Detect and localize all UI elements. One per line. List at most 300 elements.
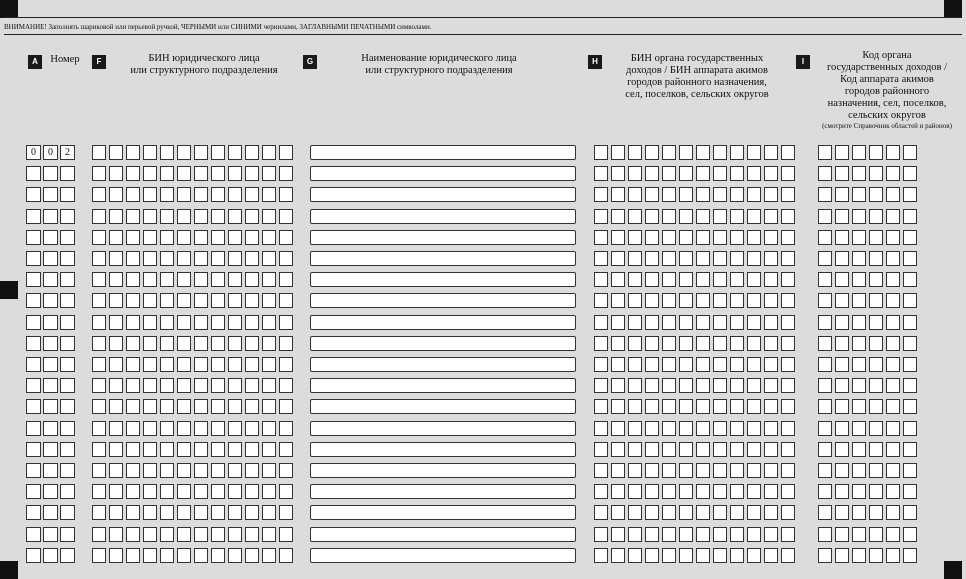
number-cell[interactable]	[60, 209, 75, 224]
authority-bin-cell[interactable]	[730, 357, 744, 372]
authority-bin-cell[interactable]	[679, 484, 693, 499]
authority-bin-cell[interactable]	[611, 548, 625, 563]
authority-code-cell[interactable]	[852, 357, 866, 372]
bin-cell[interactable]	[143, 421, 157, 436]
authority-bin-cell[interactable]	[662, 505, 676, 520]
authority-code-cell[interactable]	[852, 527, 866, 542]
bin-cell[interactable]	[245, 378, 259, 393]
authority-bin-cell[interactable]	[679, 548, 693, 563]
bin-cell[interactable]	[262, 399, 276, 414]
authority-bin-cell[interactable]	[594, 357, 608, 372]
authority-code-cell[interactable]	[835, 399, 849, 414]
authority-bin-cell[interactable]	[662, 336, 676, 351]
authority-bin-cell[interactable]	[645, 442, 659, 457]
authority-code-cell[interactable]	[903, 399, 917, 414]
authority-bin-cell[interactable]	[611, 336, 625, 351]
bin-cell[interactable]	[92, 230, 106, 245]
bin-cell[interactable]	[109, 442, 123, 457]
authority-bin-cell[interactable]	[747, 527, 761, 542]
authority-bin-cell[interactable]	[628, 166, 642, 181]
authority-code-cell[interactable]	[869, 484, 883, 499]
number-cell[interactable]	[60, 505, 75, 520]
authority-bin-cell[interactable]	[747, 230, 761, 245]
authority-bin-cell[interactable]	[611, 209, 625, 224]
name-field[interactable]	[310, 251, 576, 266]
authority-bin-cell[interactable]	[696, 336, 710, 351]
number-cell[interactable]	[43, 548, 58, 563]
number-cell[interactable]	[26, 315, 41, 330]
bin-cell[interactable]	[245, 505, 259, 520]
number-cell[interactable]: 2	[60, 145, 75, 160]
number-cell[interactable]	[26, 336, 41, 351]
authority-bin-cell[interactable]	[679, 315, 693, 330]
authority-bin-cell[interactable]	[781, 484, 795, 499]
bin-cell[interactable]	[245, 209, 259, 224]
authority-bin-cell[interactable]	[594, 145, 608, 160]
number-cell[interactable]	[43, 463, 58, 478]
authority-bin-cell[interactable]	[594, 336, 608, 351]
bin-cell[interactable]	[143, 527, 157, 542]
bin-cell[interactable]	[92, 293, 106, 308]
bin-cell[interactable]	[109, 315, 123, 330]
authority-code-cell[interactable]	[869, 166, 883, 181]
bin-cell[interactable]	[228, 378, 242, 393]
bin-cell[interactable]	[262, 166, 276, 181]
authority-bin-cell[interactable]	[594, 442, 608, 457]
bin-cell[interactable]	[92, 378, 106, 393]
authority-code-cell[interactable]	[818, 336, 832, 351]
authority-code-cell[interactable]	[818, 357, 832, 372]
number-cell[interactable]	[43, 293, 58, 308]
authority-bin-cell[interactable]	[679, 399, 693, 414]
bin-cell[interactable]	[143, 209, 157, 224]
authority-code-cell[interactable]	[818, 209, 832, 224]
authority-code-cell[interactable]	[869, 251, 883, 266]
authority-bin-cell[interactable]	[747, 187, 761, 202]
authority-bin-cell[interactable]	[645, 505, 659, 520]
authority-bin-cell[interactable]	[747, 336, 761, 351]
authority-code-cell[interactable]	[886, 209, 900, 224]
bin-cell[interactable]	[109, 421, 123, 436]
authority-code-cell[interactable]	[903, 463, 917, 478]
bin-cell[interactable]	[228, 145, 242, 160]
bin-cell[interactable]	[245, 527, 259, 542]
bin-cell[interactable]	[245, 336, 259, 351]
authority-bin-cell[interactable]	[611, 251, 625, 266]
number-cell[interactable]	[43, 484, 58, 499]
bin-cell[interactable]	[92, 251, 106, 266]
authority-bin-cell[interactable]	[662, 548, 676, 563]
authority-code-cell[interactable]	[886, 378, 900, 393]
authority-code-cell[interactable]	[869, 357, 883, 372]
authority-bin-cell[interactable]	[611, 505, 625, 520]
bin-cell[interactable]	[245, 145, 259, 160]
bin-cell[interactable]	[194, 548, 208, 563]
bin-cell[interactable]	[143, 315, 157, 330]
authority-bin-cell[interactable]	[747, 378, 761, 393]
bin-cell[interactable]	[262, 293, 276, 308]
bin-cell[interactable]	[262, 484, 276, 499]
number-cell[interactable]	[60, 315, 75, 330]
authority-bin-cell[interactable]	[611, 145, 625, 160]
authority-bin-cell[interactable]	[679, 336, 693, 351]
number-cell[interactable]	[43, 505, 58, 520]
authority-bin-cell[interactable]	[713, 166, 727, 181]
authority-bin-cell[interactable]	[747, 421, 761, 436]
authority-bin-cell[interactable]	[645, 527, 659, 542]
authority-bin-cell[interactable]	[781, 230, 795, 245]
authority-code-cell[interactable]	[835, 187, 849, 202]
bin-cell[interactable]	[126, 463, 140, 478]
authority-bin-cell[interactable]	[696, 315, 710, 330]
authority-bin-cell[interactable]	[730, 251, 744, 266]
bin-cell[interactable]	[143, 484, 157, 499]
bin-cell[interactable]	[177, 421, 191, 436]
bin-cell[interactable]	[109, 166, 123, 181]
authority-bin-cell[interactable]	[611, 463, 625, 478]
name-field[interactable]	[310, 166, 576, 181]
authority-bin-cell[interactable]	[594, 548, 608, 563]
authority-bin-cell[interactable]	[662, 251, 676, 266]
authority-bin-cell[interactable]	[662, 484, 676, 499]
number-cell[interactable]	[26, 209, 41, 224]
bin-cell[interactable]	[245, 187, 259, 202]
number-cell[interactable]	[60, 357, 75, 372]
authority-bin-cell[interactable]	[747, 463, 761, 478]
authority-bin-cell[interactable]	[645, 230, 659, 245]
bin-cell[interactable]	[262, 463, 276, 478]
authority-code-cell[interactable]	[835, 230, 849, 245]
authority-code-cell[interactable]	[835, 166, 849, 181]
number-cell[interactable]	[43, 272, 58, 287]
bin-cell[interactable]	[245, 399, 259, 414]
authority-bin-cell[interactable]	[764, 378, 778, 393]
authority-bin-cell[interactable]	[696, 505, 710, 520]
authority-code-cell[interactable]	[835, 548, 849, 563]
bin-cell[interactable]	[126, 505, 140, 520]
bin-cell[interactable]	[228, 527, 242, 542]
authority-bin-cell[interactable]	[730, 463, 744, 478]
bin-cell[interactable]	[177, 484, 191, 499]
number-cell[interactable]	[26, 230, 41, 245]
number-cell[interactable]	[43, 442, 58, 457]
bin-cell[interactable]	[228, 315, 242, 330]
bin-cell[interactable]	[143, 548, 157, 563]
bin-cell[interactable]	[160, 548, 174, 563]
authority-bin-cell[interactable]	[747, 548, 761, 563]
bin-cell[interactable]	[109, 230, 123, 245]
authority-bin-cell[interactable]	[628, 548, 642, 563]
authority-code-cell[interactable]	[835, 442, 849, 457]
bin-cell[interactable]	[109, 505, 123, 520]
authority-bin-cell[interactable]	[662, 442, 676, 457]
bin-cell[interactable]	[262, 505, 276, 520]
bin-cell[interactable]	[279, 442, 293, 457]
authority-code-cell[interactable]	[903, 187, 917, 202]
bin-cell[interactable]	[228, 399, 242, 414]
authority-code-cell[interactable]	[869, 399, 883, 414]
authority-code-cell[interactable]	[835, 463, 849, 478]
authority-bin-cell[interactable]	[628, 484, 642, 499]
authority-code-cell[interactable]	[903, 357, 917, 372]
authority-bin-cell[interactable]	[594, 187, 608, 202]
authority-bin-cell[interactable]	[594, 230, 608, 245]
bin-cell[interactable]	[109, 399, 123, 414]
bin-cell[interactable]	[143, 357, 157, 372]
bin-cell[interactable]	[126, 357, 140, 372]
bin-cell[interactable]	[228, 548, 242, 563]
name-field[interactable]	[310, 336, 576, 351]
authority-bin-cell[interactable]	[628, 315, 642, 330]
authority-code-cell[interactable]	[886, 230, 900, 245]
authority-code-cell[interactable]	[869, 421, 883, 436]
bin-cell[interactable]	[211, 484, 225, 499]
number-cell[interactable]	[43, 399, 58, 414]
bin-cell[interactable]	[126, 336, 140, 351]
authority-bin-cell[interactable]	[662, 357, 676, 372]
bin-cell[interactable]	[279, 463, 293, 478]
number-cell[interactable]	[43, 230, 58, 245]
authority-bin-cell[interactable]	[696, 442, 710, 457]
bin-cell[interactable]	[262, 272, 276, 287]
authority-code-cell[interactable]	[835, 145, 849, 160]
bin-cell[interactable]	[211, 378, 225, 393]
number-cell[interactable]	[43, 336, 58, 351]
authority-bin-cell[interactable]	[611, 484, 625, 499]
authority-bin-cell[interactable]	[645, 463, 659, 478]
authority-bin-cell[interactable]	[679, 527, 693, 542]
authority-bin-cell[interactable]	[730, 527, 744, 542]
authority-bin-cell[interactable]	[696, 548, 710, 563]
authority-bin-cell[interactable]	[747, 293, 761, 308]
bin-cell[interactable]	[194, 463, 208, 478]
bin-cell[interactable]	[279, 145, 293, 160]
bin-cell[interactable]	[211, 357, 225, 372]
authority-code-cell[interactable]	[903, 230, 917, 245]
authority-code-cell[interactable]	[886, 315, 900, 330]
authority-bin-cell[interactable]	[594, 378, 608, 393]
number-cell[interactable]	[60, 442, 75, 457]
authority-bin-cell[interactable]	[781, 293, 795, 308]
bin-cell[interactable]	[126, 145, 140, 160]
authority-bin-cell[interactable]	[764, 272, 778, 287]
number-cell[interactable]	[60, 399, 75, 414]
authority-bin-cell[interactable]	[611, 293, 625, 308]
authority-code-cell[interactable]	[869, 527, 883, 542]
authority-bin-cell[interactable]	[679, 272, 693, 287]
authority-bin-cell[interactable]	[730, 230, 744, 245]
bin-cell[interactable]	[126, 293, 140, 308]
authority-bin-cell[interactable]	[645, 315, 659, 330]
bin-cell[interactable]	[228, 505, 242, 520]
authority-bin-cell[interactable]	[628, 399, 642, 414]
authority-bin-cell[interactable]	[679, 166, 693, 181]
authority-bin-cell[interactable]	[730, 209, 744, 224]
authority-code-cell[interactable]	[818, 378, 832, 393]
bin-cell[interactable]	[228, 336, 242, 351]
authority-bin-cell[interactable]	[747, 399, 761, 414]
authority-bin-cell[interactable]	[662, 166, 676, 181]
authority-code-cell[interactable]	[903, 272, 917, 287]
bin-cell[interactable]	[228, 209, 242, 224]
bin-cell[interactable]	[279, 336, 293, 351]
bin-cell[interactable]	[177, 336, 191, 351]
bin-cell[interactable]	[92, 421, 106, 436]
bin-cell[interactable]	[194, 484, 208, 499]
number-cell[interactable]	[26, 421, 41, 436]
bin-cell[interactable]	[245, 442, 259, 457]
bin-cell[interactable]	[160, 336, 174, 351]
authority-bin-cell[interactable]	[628, 505, 642, 520]
bin-cell[interactable]	[177, 187, 191, 202]
authority-code-cell[interactable]	[869, 293, 883, 308]
authority-bin-cell[interactable]	[713, 505, 727, 520]
bin-cell[interactable]	[245, 357, 259, 372]
name-field[interactable]	[310, 272, 576, 287]
authority-bin-cell[interactable]	[696, 293, 710, 308]
bin-cell[interactable]	[262, 548, 276, 563]
name-field[interactable]	[310, 293, 576, 308]
number-cell[interactable]	[43, 421, 58, 436]
authority-bin-cell[interactable]	[594, 463, 608, 478]
authority-code-cell[interactable]	[869, 209, 883, 224]
bin-cell[interactable]	[194, 399, 208, 414]
authority-bin-cell[interactable]	[713, 272, 727, 287]
number-cell[interactable]	[26, 399, 41, 414]
authority-bin-cell[interactable]	[679, 293, 693, 308]
authority-code-cell[interactable]	[818, 187, 832, 202]
number-cell[interactable]	[26, 378, 41, 393]
authority-bin-cell[interactable]	[713, 527, 727, 542]
bin-cell[interactable]	[279, 187, 293, 202]
authority-bin-cell[interactable]	[611, 230, 625, 245]
bin-cell[interactable]	[194, 505, 208, 520]
authority-code-cell[interactable]	[818, 251, 832, 266]
bin-cell[interactable]	[194, 336, 208, 351]
bin-cell[interactable]	[92, 484, 106, 499]
bin-cell[interactable]	[126, 209, 140, 224]
authority-bin-cell[interactable]	[645, 187, 659, 202]
authority-bin-cell[interactable]	[696, 399, 710, 414]
authority-code-cell[interactable]	[903, 315, 917, 330]
authority-code-cell[interactable]	[835, 315, 849, 330]
authority-bin-cell[interactable]	[662, 527, 676, 542]
bin-cell[interactable]	[109, 187, 123, 202]
authority-bin-cell[interactable]	[713, 187, 727, 202]
authority-code-cell[interactable]	[835, 484, 849, 499]
number-cell[interactable]	[60, 378, 75, 393]
bin-cell[interactable]	[211, 505, 225, 520]
bin-cell[interactable]	[228, 272, 242, 287]
name-field[interactable]	[310, 378, 576, 393]
number-cell[interactable]	[26, 505, 41, 520]
authority-bin-cell[interactable]	[628, 421, 642, 436]
bin-cell[interactable]	[211, 272, 225, 287]
authority-bin-cell[interactable]	[764, 336, 778, 351]
authority-bin-cell[interactable]	[764, 527, 778, 542]
number-cell[interactable]	[26, 463, 41, 478]
number-cell[interactable]	[43, 378, 58, 393]
name-field[interactable]	[310, 315, 576, 330]
number-cell[interactable]	[26, 357, 41, 372]
authority-code-cell[interactable]	[818, 484, 832, 499]
authority-bin-cell[interactable]	[662, 421, 676, 436]
authority-bin-cell[interactable]	[645, 421, 659, 436]
number-cell[interactable]: 0	[26, 145, 41, 160]
bin-cell[interactable]	[262, 378, 276, 393]
bin-cell[interactable]	[126, 399, 140, 414]
authority-bin-cell[interactable]	[696, 187, 710, 202]
authority-bin-cell[interactable]	[594, 293, 608, 308]
authority-bin-cell[interactable]	[679, 357, 693, 372]
authority-bin-cell[interactable]	[645, 145, 659, 160]
authority-bin-cell[interactable]	[645, 357, 659, 372]
bin-cell[interactable]	[228, 251, 242, 266]
bin-cell[interactable]	[279, 272, 293, 287]
authority-code-cell[interactable]	[886, 548, 900, 563]
authority-bin-cell[interactable]	[713, 315, 727, 330]
bin-cell[interactable]	[279, 548, 293, 563]
authority-code-cell[interactable]	[903, 421, 917, 436]
authority-bin-cell[interactable]	[611, 357, 625, 372]
authority-bin-cell[interactable]	[730, 187, 744, 202]
authority-bin-cell[interactable]	[764, 463, 778, 478]
authority-bin-cell[interactable]	[781, 187, 795, 202]
authority-bin-cell[interactable]	[696, 145, 710, 160]
authority-bin-cell[interactable]	[713, 357, 727, 372]
authority-code-cell[interactable]	[818, 145, 832, 160]
authority-code-cell[interactable]	[903, 484, 917, 499]
authority-code-cell[interactable]	[818, 399, 832, 414]
authority-code-cell[interactable]	[886, 421, 900, 436]
authority-bin-cell[interactable]	[645, 399, 659, 414]
bin-cell[interactable]	[245, 421, 259, 436]
bin-cell[interactable]	[245, 463, 259, 478]
authority-bin-cell[interactable]	[781, 442, 795, 457]
number-cell[interactable]	[43, 209, 58, 224]
name-field[interactable]	[310, 505, 576, 520]
authority-code-cell[interactable]	[903, 145, 917, 160]
authority-code-cell[interactable]	[869, 505, 883, 520]
authority-code-cell[interactable]	[903, 293, 917, 308]
authority-code-cell[interactable]	[852, 293, 866, 308]
authority-code-cell[interactable]	[835, 336, 849, 351]
authority-bin-cell[interactable]	[747, 272, 761, 287]
authority-code-cell[interactable]	[886, 484, 900, 499]
bin-cell[interactable]	[126, 442, 140, 457]
authority-bin-cell[interactable]	[730, 166, 744, 181]
authority-bin-cell[interactable]	[781, 463, 795, 478]
authority-bin-cell[interactable]	[764, 548, 778, 563]
authority-code-cell[interactable]	[852, 484, 866, 499]
bin-cell[interactable]	[143, 293, 157, 308]
bin-cell[interactable]	[177, 230, 191, 245]
authority-bin-cell[interactable]	[747, 442, 761, 457]
authority-bin-cell[interactable]	[628, 145, 642, 160]
bin-cell[interactable]	[143, 145, 157, 160]
bin-cell[interactable]	[177, 145, 191, 160]
number-cell[interactable]	[60, 187, 75, 202]
bin-cell[interactable]	[194, 293, 208, 308]
authority-bin-cell[interactable]	[611, 378, 625, 393]
authority-bin-cell[interactable]	[696, 166, 710, 181]
authority-code-cell[interactable]	[852, 442, 866, 457]
authority-bin-cell[interactable]	[713, 293, 727, 308]
authority-bin-cell[interactable]	[781, 336, 795, 351]
authority-bin-cell[interactable]	[611, 527, 625, 542]
bin-cell[interactable]	[109, 484, 123, 499]
bin-cell[interactable]	[160, 293, 174, 308]
